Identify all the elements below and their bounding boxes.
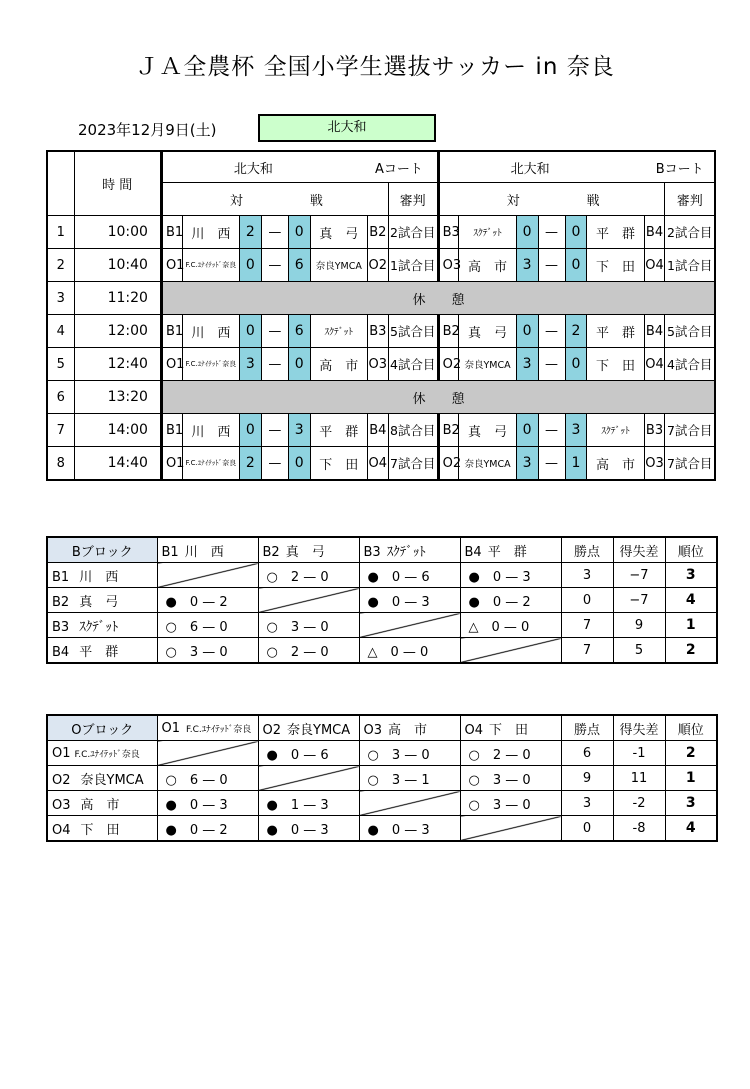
score-dash: — — [538, 216, 565, 249]
home-score: 0 — [239, 414, 261, 447]
referee-assignment: 7試合目 — [665, 414, 715, 447]
away-team: 下 田 — [587, 249, 644, 282]
team-name: 川 西 — [79, 569, 119, 585]
away-code: B4 — [644, 315, 665, 348]
home-code: B1 — [161, 216, 182, 249]
home-score: 0 — [516, 414, 538, 447]
goal-difference: -8 — [613, 816, 665, 842]
court-a-header — [161, 151, 438, 183]
home-team: 川 西 — [182, 414, 239, 447]
standings-row — [47, 741, 717, 766]
goal-difference: 11 — [613, 766, 665, 791]
home-code: O1 — [161, 447, 182, 481]
score-dash: — — [538, 414, 565, 447]
home-score: 3 — [516, 447, 538, 481]
home-code: B1 — [161, 414, 182, 447]
match-result: ○ 3 — 0 — [460, 766, 561, 791]
home-team: F.C.ﾕﾅｲﾃｯﾄﾞ奈良 — [182, 447, 239, 481]
points: 0 — [561, 816, 613, 842]
away-team: 奈良YMCA — [310, 249, 367, 282]
match-number: 7 — [47, 414, 74, 447]
team-name: F.C.ﾕﾅｲﾃｯﾄﾞ奈良 — [186, 724, 252, 735]
referee-assignment: 5試合目 — [665, 315, 715, 348]
away-code: B4 — [644, 216, 665, 249]
score-dash: — — [261, 348, 288, 381]
rank: 4 — [665, 588, 717, 613]
match-result: ○ 2 — 0 — [258, 563, 359, 588]
away-team: 高 市 — [587, 447, 644, 481]
referee-assignment: 7試合目 — [388, 447, 438, 481]
self-match-cell — [460, 816, 561, 842]
team-code: B1 — [52, 569, 70, 585]
rank: 3 — [665, 791, 717, 816]
column-team-header — [157, 537, 258, 563]
team-name: 真 弓 — [79, 594, 119, 610]
team-code: B3 — [363, 544, 381, 560]
away-score: 6 — [288, 249, 310, 282]
block-label: Oブロック — [47, 715, 157, 741]
home-team: 真 弓 — [459, 315, 516, 348]
match-result: ● 0 — 3 — [359, 588, 460, 613]
match-result: ● 0 — 3 — [359, 816, 460, 842]
goal-difference: −7 — [613, 563, 665, 588]
home-team: 高 市 — [459, 249, 516, 282]
match-schedule-table — [46, 150, 716, 481]
goal-difference: -1 — [613, 741, 665, 766]
court-a-ref-header: 審判 — [388, 183, 438, 216]
referee-assignment: 4試合目 — [388, 348, 438, 381]
match-result: ○ 3 — 0 — [359, 741, 460, 766]
column-team-header — [359, 537, 460, 563]
break-cell: 休 憩 — [161, 282, 715, 315]
team-code: B4 — [464, 544, 482, 560]
column-team-header — [258, 537, 359, 563]
team-name: ｽｸﾃﾞｯﾄ — [79, 619, 119, 635]
schedule-row — [47, 249, 715, 282]
b-block-standings-table — [46, 536, 718, 664]
away-score: 2 — [565, 315, 587, 348]
team-name: 川 西 — [184, 544, 224, 560]
home-score: 2 — [239, 216, 261, 249]
court-a-venue: 北大和 — [233, 161, 273, 177]
away-score: 6 — [288, 315, 310, 348]
team-name: ｽｸﾃﾞｯﾄ — [386, 544, 426, 560]
away-code: O4 — [644, 348, 665, 381]
team-code: O1 — [161, 720, 181, 736]
match-result: ○ 2 — 0 — [460, 741, 561, 766]
match-number: 2 — [47, 249, 74, 282]
home-code: O2 — [438, 348, 459, 381]
match-header-1: 対 — [506, 193, 520, 209]
standings-row — [47, 638, 717, 664]
schedule-row — [47, 216, 715, 249]
row-team — [47, 563, 157, 588]
standings-row — [47, 563, 717, 588]
match-result: ● 1 — 3 — [258, 791, 359, 816]
block-label: Bブロック — [47, 537, 157, 563]
referee-assignment: 8試合目 — [388, 414, 438, 447]
self-match-cell — [157, 563, 258, 588]
score-dash: — — [261, 315, 288, 348]
match-time: 14:40 — [74, 447, 161, 481]
standings-row — [47, 816, 717, 842]
court-b-ref-header: 審判 — [665, 183, 715, 216]
schedule-row — [47, 447, 715, 481]
no-header — [47, 151, 74, 216]
match-header-1: 対 — [229, 193, 243, 209]
goal-difference: -2 — [613, 791, 665, 816]
goal-difference: 5 — [613, 638, 665, 664]
referee-assignment: 4試合目 — [665, 348, 715, 381]
home-score: 2 — [239, 447, 261, 481]
rank: 3 — [665, 563, 717, 588]
team-name: 平 群 — [79, 644, 119, 660]
home-team: 奈良YMCA — [459, 447, 516, 481]
away-team: ｽｸﾃﾞｯﾄ — [587, 414, 644, 447]
away-score: 0 — [288, 348, 310, 381]
self-match-cell — [258, 766, 359, 791]
rank: 1 — [665, 613, 717, 638]
score-dash: — — [261, 447, 288, 481]
team-name: 奈良YMCA — [80, 772, 144, 788]
match-result: ● 0 — 2 — [460, 588, 561, 613]
match-number: 8 — [47, 447, 74, 481]
match-result: ● 0 — 6 — [359, 563, 460, 588]
home-code: O3 — [438, 249, 459, 282]
away-score: 1 — [565, 447, 587, 481]
home-team: 真 弓 — [459, 414, 516, 447]
referee-assignment: 1試合目 — [388, 249, 438, 282]
goal-difference: −7 — [613, 588, 665, 613]
match-result: ○ 6 — 0 — [157, 766, 258, 791]
away-team: ｽｸﾃﾞｯﾄ — [310, 315, 367, 348]
court-a-match-header — [161, 183, 388, 216]
away-team: 下 田 — [587, 348, 644, 381]
venue-label: 北大和 — [258, 114, 436, 142]
score-dash: — — [538, 447, 565, 481]
match-time: 13:20 — [74, 381, 161, 414]
home-team: F.C.ﾕﾅｲﾃｯﾄﾞ奈良 — [182, 249, 239, 282]
match-number: 5 — [47, 348, 74, 381]
away-code: B3 — [644, 414, 665, 447]
court-b-match-header — [438, 183, 665, 216]
court-b-venue: 北大和 — [510, 161, 550, 177]
home-score: 3 — [516, 348, 538, 381]
home-code: B2 — [438, 414, 459, 447]
referee-assignment: 5試合目 — [388, 315, 438, 348]
score-dash: — — [538, 348, 565, 381]
match-result: ○ 2 — 0 — [258, 638, 359, 664]
row-team — [47, 766, 157, 791]
away-score: 3 — [288, 414, 310, 447]
match-result: △ 0 — 0 — [359, 638, 460, 664]
match-time: 11:20 — [74, 282, 161, 315]
self-match-cell — [359, 613, 460, 638]
team-code: O3 — [52, 797, 71, 813]
match-result: ● 0 — 3 — [258, 816, 359, 842]
referee-assignment: 2試合目 — [665, 216, 715, 249]
points: 3 — [561, 563, 613, 588]
team-code: O3 — [363, 722, 383, 738]
stat-header: 勝点 — [561, 537, 613, 563]
away-code: O3 — [644, 447, 665, 481]
goal-difference: 9 — [613, 613, 665, 638]
home-score: 3 — [239, 348, 261, 381]
match-result: ○ 3 — 0 — [258, 613, 359, 638]
schedule-row — [47, 315, 715, 348]
schedule-row — [47, 414, 715, 447]
away-score: 0 — [288, 447, 310, 481]
break-cell: 休 憩 — [161, 381, 715, 414]
team-code: O4 — [52, 822, 71, 838]
team-code: B2 — [262, 544, 280, 560]
standings-row — [47, 766, 717, 791]
home-code: B3 — [438, 216, 459, 249]
match-header-2: 戦 — [586, 193, 600, 209]
row-team — [47, 791, 157, 816]
referee-assignment: 1試合目 — [665, 249, 715, 282]
away-team: 高 市 — [310, 348, 367, 381]
standings-row — [47, 588, 717, 613]
o-block-standings-table — [46, 714, 718, 842]
stat-header: 勝点 — [561, 715, 613, 741]
column-team-header — [258, 715, 359, 741]
court-a-name: Aコート — [375, 161, 423, 177]
time-header: 時 間 — [74, 151, 161, 216]
away-code: B3 — [367, 315, 388, 348]
points: 3 — [561, 791, 613, 816]
row-team — [47, 638, 157, 664]
away-team: 下 田 — [310, 447, 367, 481]
score-dash: — — [261, 414, 288, 447]
match-result: ● 0 — 3 — [460, 563, 561, 588]
stat-header: 順位 — [665, 537, 717, 563]
home-code: O1 — [161, 348, 182, 381]
team-code: B4 — [52, 644, 70, 660]
referee-assignment: 7試合目 — [665, 447, 715, 481]
self-match-cell — [157, 741, 258, 766]
schedule-row — [47, 381, 715, 414]
block-header-row — [47, 715, 717, 741]
team-code: O2 — [52, 772, 71, 788]
match-result: △ 0 — 0 — [460, 613, 561, 638]
row-team — [47, 741, 157, 766]
stat-header: 順位 — [665, 715, 717, 741]
team-name: 高 市 — [80, 797, 120, 813]
match-result: ○ 3 — 0 — [157, 638, 258, 664]
match-header-2: 戦 — [309, 193, 323, 209]
home-score: 3 — [516, 249, 538, 282]
home-code: B1 — [161, 315, 182, 348]
away-code: B2 — [367, 216, 388, 249]
home-code: O2 — [438, 447, 459, 481]
home-score: 0 — [239, 315, 261, 348]
page-title: ＪＡ全農杯 全国小学生選抜サッカー in 奈良 — [135, 54, 615, 80]
team-code: B2 — [52, 594, 70, 610]
away-code: O4 — [367, 447, 388, 481]
home-code: O1 — [161, 249, 182, 282]
match-result: ○ 6 — 0 — [157, 613, 258, 638]
rank: 4 — [665, 816, 717, 842]
home-team: 川 西 — [182, 216, 239, 249]
match-number: 3 — [47, 282, 74, 315]
rank: 2 — [665, 638, 717, 664]
points: 7 — [561, 638, 613, 664]
row-team — [47, 613, 157, 638]
away-score: 0 — [565, 249, 587, 282]
self-match-cell — [359, 791, 460, 816]
points: 9 — [561, 766, 613, 791]
home-score: 0 — [516, 216, 538, 249]
block-header-row — [47, 537, 717, 563]
standings-row — [47, 613, 717, 638]
match-result: ● 0 — 6 — [258, 741, 359, 766]
away-code: B4 — [367, 414, 388, 447]
stat-header: 得失差 — [613, 715, 665, 741]
column-team-header — [359, 715, 460, 741]
points: 6 — [561, 741, 613, 766]
row-team — [47, 588, 157, 613]
self-match-cell — [258, 588, 359, 613]
team-name: 下 田 — [489, 722, 529, 738]
away-score: 0 — [565, 348, 587, 381]
team-code: B3 — [52, 619, 70, 635]
away-score: 0 — [565, 216, 587, 249]
schedule-row — [47, 348, 715, 381]
match-time: 10:40 — [74, 249, 161, 282]
team-name: 高 市 — [388, 722, 428, 738]
column-team-header — [460, 715, 561, 741]
away-team: 平 群 — [310, 414, 367, 447]
home-team: 奈良YMCA — [459, 348, 516, 381]
home-team: F.C.ﾕﾅｲﾃｯﾄﾞ奈良 — [182, 348, 239, 381]
match-result: ○ 3 — 0 — [460, 791, 561, 816]
away-code: O3 — [367, 348, 388, 381]
match-number: 4 — [47, 315, 74, 348]
team-code: O2 — [262, 722, 282, 738]
team-code: B1 — [161, 544, 179, 560]
referee-assignment: 2試合目 — [388, 216, 438, 249]
stat-header: 得失差 — [613, 537, 665, 563]
team-code: O1 — [52, 745, 71, 761]
match-result: ○ 3 — 1 — [359, 766, 460, 791]
court-b-header — [438, 151, 715, 183]
match-time: 12:40 — [74, 348, 161, 381]
match-time: 10:00 — [74, 216, 161, 249]
team-name: 平 群 — [487, 544, 527, 560]
home-score: 0 — [516, 315, 538, 348]
match-number: 6 — [47, 381, 74, 414]
self-match-cell — [460, 638, 561, 664]
team-name: F.C.ﾕﾅｲﾃｯﾄﾞ奈良 — [74, 749, 140, 760]
event-date: 2023年12月9日(土) — [78, 121, 217, 139]
court-b-name: Bコート — [655, 161, 704, 177]
away-team: 平 群 — [587, 216, 644, 249]
score-dash: — — [261, 249, 288, 282]
rank: 2 — [665, 741, 717, 766]
away-team: 真 弓 — [310, 216, 367, 249]
team-code: O4 — [464, 722, 484, 738]
home-team: 川 西 — [182, 315, 239, 348]
match-time: 14:00 — [74, 414, 161, 447]
schedule-row — [47, 282, 715, 315]
away-score: 0 — [288, 216, 310, 249]
home-code: B2 — [438, 315, 459, 348]
points: 7 — [561, 613, 613, 638]
away-team: 平 群 — [587, 315, 644, 348]
match-result: ● 0 — 2 — [157, 816, 258, 842]
away-score: 3 — [565, 414, 587, 447]
home-score: 0 — [239, 249, 261, 282]
match-result: ● 0 — 3 — [157, 791, 258, 816]
home-team: ｽｸﾃﾞｯﾄ — [459, 216, 516, 249]
team-name: 奈良YMCA — [287, 722, 351, 738]
column-team-header — [157, 715, 258, 741]
match-result: ● 0 — 2 — [157, 588, 258, 613]
away-code: O4 — [644, 249, 665, 282]
score-dash: — — [538, 249, 565, 282]
points: 0 — [561, 588, 613, 613]
score-dash: — — [261, 216, 288, 249]
column-team-header — [460, 537, 561, 563]
score-dash: — — [538, 315, 565, 348]
team-name: 真 弓 — [285, 544, 325, 560]
match-number: 1 — [47, 216, 74, 249]
away-code: O2 — [367, 249, 388, 282]
row-team — [47, 816, 157, 842]
match-time: 12:00 — [74, 315, 161, 348]
standings-row — [47, 791, 717, 816]
rank: 1 — [665, 766, 717, 791]
team-name: 下 田 — [80, 822, 120, 838]
